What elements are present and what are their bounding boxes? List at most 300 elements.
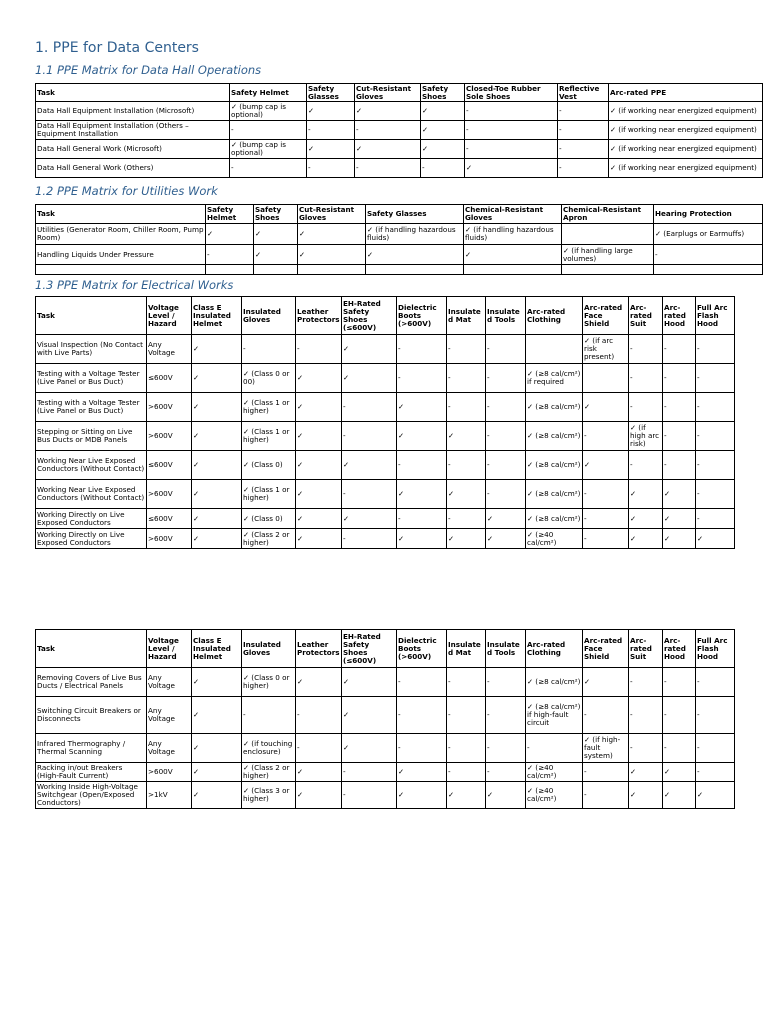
ppe-cell: -	[696, 697, 735, 734]
ppe-cell: -	[629, 393, 663, 422]
ppe-cell: ✓	[397, 393, 447, 422]
column-header: EH-Rated Safety Shoes (≤600V)	[342, 297, 397, 335]
ppe-cell: ✓ (Class 2 or higher)	[242, 529, 296, 549]
column-header: Hearing Protection	[654, 205, 763, 224]
ppe-cell: -	[583, 529, 629, 549]
column-header: Safety Shoes	[421, 84, 465, 102]
ppe-cell: ✓ (≥8 cal/cm²) if required	[526, 364, 583, 393]
task-cell: Working Directly on Live Exposed Conductors	[36, 509, 147, 529]
column-header: Safety Helmet	[230, 84, 307, 102]
column-header: Safety Glasses	[307, 84, 355, 102]
ppe-cell: -	[342, 782, 397, 809]
ppe-cell: ✓	[696, 782, 735, 809]
task-cell: Working Near Live Exposed Conductors (Without Contact)	[36, 451, 147, 480]
column-header: Cut-Resistant Gloves	[298, 205, 366, 224]
column-header: Arc-rated Clothing	[526, 630, 583, 668]
ppe-cell: ✓	[421, 140, 465, 159]
ppe-cell: ✓	[342, 335, 397, 364]
table-row	[36, 422, 735, 451]
ppe-cell: -	[342, 763, 397, 782]
ppe-cell: -	[663, 393, 696, 422]
table-row	[36, 364, 735, 393]
ppe-cell: >1kV	[147, 782, 192, 809]
ppe-cell: -	[696, 451, 735, 480]
ppe-cell: ✓	[663, 782, 696, 809]
ppe-cell: -	[486, 734, 526, 763]
ppe-cell: ✓	[629, 529, 663, 549]
ppe-cell: -	[486, 763, 526, 782]
ppe-cell: -	[583, 422, 629, 451]
ppe-cell: -	[486, 422, 526, 451]
column-header: Leather Protectors	[296, 630, 342, 668]
ppe-cell: -	[397, 734, 447, 763]
task-cell: Working Near Live Exposed Conductors (Without Contact)	[36, 480, 147, 509]
column-header: Arc-rated Suit	[629, 630, 663, 668]
column-header: Dielectric Boots (>600V)	[397, 297, 447, 335]
ppe-cell: ✓	[486, 782, 526, 809]
ppe-cell: ✓ (if high-fault system)	[583, 734, 629, 763]
ppe-cell: -	[342, 480, 397, 509]
ppe-cell: ✓	[296, 364, 342, 393]
ppe-cell	[206, 265, 254, 275]
ppe-cell: ✓	[397, 763, 447, 782]
ppe-cell	[366, 265, 464, 275]
table-row	[36, 121, 763, 140]
ppe-cell	[583, 364, 629, 393]
ppe-cell: -	[397, 668, 447, 697]
ppe-cell: -	[296, 697, 342, 734]
ppe-cell: ✓ (Class 0 or higher)	[242, 668, 296, 697]
ppe-cell	[526, 335, 583, 364]
ppe-cell: -	[355, 121, 421, 140]
table-row	[36, 734, 735, 763]
table-header-row	[36, 84, 763, 102]
ppe-cell: ✓ (Class 3 or higher)	[242, 782, 296, 809]
column-header: Insulated Mat	[447, 630, 486, 668]
ppe-cell: -	[307, 159, 355, 178]
column-header: Task	[36, 84, 230, 102]
ppe-cell: ≤600V	[147, 509, 192, 529]
ppe-cell: ✓	[629, 509, 663, 529]
ppe-cell: ✓	[296, 668, 342, 697]
ppe-cell: ✓	[366, 245, 464, 265]
ppe-cell: ✓	[663, 763, 696, 782]
ppe-cell	[464, 265, 562, 275]
ppe-cell: ✓ (if handling hazardous fluids)	[464, 224, 562, 245]
task-cell: Data Hall General Work (Microsoft)	[36, 140, 230, 159]
ppe-cell: ✓ (≥8 cal/cm²)	[526, 422, 583, 451]
ppe-cell: ✓	[307, 140, 355, 159]
ppe-cell: -	[230, 121, 307, 140]
ppe-cell: ✓	[192, 734, 242, 763]
ppe-cell: ✓ (if handling hazardous fluids)	[366, 224, 464, 245]
ppe-cell: -	[663, 451, 696, 480]
table-row	[36, 451, 735, 480]
ppe-table-electrical	[35, 296, 735, 549]
ppe-cell: ✓	[465, 159, 558, 178]
section-title-utilities: 1.2 PPE Matrix for Utilities Work	[35, 184, 218, 198]
ppe-cell: -	[663, 697, 696, 734]
ppe-cell: ✓	[397, 480, 447, 509]
task-cell: Racking in/out Breakers (High-Fault Current)	[36, 763, 147, 782]
ppe-cell: ✓	[192, 422, 242, 451]
ppe-cell: -	[663, 364, 696, 393]
column-header: Arc-rated Hood	[663, 297, 696, 335]
ppe-cell: ✓	[342, 697, 397, 734]
ppe-cell: -	[486, 335, 526, 364]
task-cell: Testing with a Voltage Tester (Live Panel or Bus Duct)	[36, 393, 147, 422]
ppe-cell: ✓	[296, 480, 342, 509]
column-header: Arc-rated Face Shield	[583, 297, 629, 335]
ppe-cell: ✓ (≥8 cal/cm²)	[526, 393, 583, 422]
column-header: Chemical-Resistant Gloves	[464, 205, 562, 224]
ppe-cell: >600V	[147, 763, 192, 782]
ppe-cell: ✓	[342, 734, 397, 763]
task-cell: Working Directly on Live Exposed Conductors	[36, 529, 147, 549]
ppe-cell: ✓	[421, 121, 465, 140]
ppe-cell: -	[296, 335, 342, 364]
task-cell: Stepping or Sitting on Live Bus Ducts or MDB Panels	[36, 422, 147, 451]
ppe-cell: -	[397, 335, 447, 364]
column-header: Class E Insulated Helmet	[192, 297, 242, 335]
ppe-cell: ✓	[206, 224, 254, 245]
ppe-cell: ✓	[421, 102, 465, 121]
ppe-cell: >600V	[147, 422, 192, 451]
table-header-row	[36, 205, 763, 224]
ppe-cell: ✓	[254, 224, 298, 245]
ppe-cell: >600V	[147, 393, 192, 422]
ppe-cell: ✓ (≥8 cal/cm²)	[526, 451, 583, 480]
ppe-cell: ✓	[192, 451, 242, 480]
ppe-cell: -	[629, 335, 663, 364]
ppe-cell: ✓	[583, 393, 629, 422]
ppe-cell: ✓	[629, 480, 663, 509]
ppe-cell: Any Voltage	[147, 668, 192, 697]
task-cell: Visual Inspection (No Contact with Live Parts)	[36, 335, 147, 364]
ppe-cell: ✓ (if working near energized equipment)	[609, 102, 763, 121]
ppe-cell: -	[629, 734, 663, 763]
ppe-cell: ✓	[192, 782, 242, 809]
ppe-cell: -	[465, 140, 558, 159]
column-header: Voltage Level / Hazard	[147, 297, 192, 335]
ppe-cell: -	[526, 734, 583, 763]
task-cell: Switching Circuit Breakers or Disconnects	[36, 697, 147, 734]
ppe-cell: ✓	[583, 668, 629, 697]
table-row	[36, 509, 735, 529]
section-title-data-hall: 1.1 PPE Matrix for Data Hall Operations	[35, 63, 262, 77]
ppe-cell: -	[486, 697, 526, 734]
ppe-cell: -	[583, 763, 629, 782]
ppe-cell: -	[342, 529, 397, 549]
ppe-cell: ✓	[296, 529, 342, 549]
ppe-cell: ✓ (Class 1 or higher)	[242, 422, 296, 451]
ppe-cell: ✓	[192, 393, 242, 422]
column-header: Safety Shoes	[254, 205, 298, 224]
ppe-cell: ✓	[447, 422, 486, 451]
column-header: Task	[36, 205, 206, 224]
table-row	[36, 245, 763, 265]
ppe-cell: -	[663, 335, 696, 364]
ppe-cell: -	[355, 159, 421, 178]
column-header: Chemical-Resistant Apron	[562, 205, 654, 224]
ppe-cell: ✓ (bump cap is optional)	[230, 102, 307, 121]
ppe-cell: -	[696, 668, 735, 697]
ppe-cell: -	[206, 245, 254, 265]
ppe-cell: ✓	[192, 509, 242, 529]
ppe-cell: -	[663, 734, 696, 763]
column-header: Voltage Level / Hazard	[147, 630, 192, 668]
ppe-cell: ✓	[583, 451, 629, 480]
ppe-cell: ✓ (≥8 cal/cm²)	[526, 509, 583, 529]
ppe-cell: ✓	[192, 364, 242, 393]
ppe-cell: -	[296, 734, 342, 763]
column-header: Full Arc Flash Hood	[696, 297, 735, 335]
table-row	[36, 393, 735, 422]
ppe-cell: ✓ (≥40 cal/cm²)	[526, 782, 583, 809]
ppe-cell: ✓	[397, 782, 447, 809]
table-row	[36, 224, 763, 245]
ppe-cell: -	[486, 364, 526, 393]
column-header: Reflective Vest	[558, 84, 609, 102]
ppe-cell: -	[307, 121, 355, 140]
ppe-cell: -	[447, 697, 486, 734]
table-row	[36, 529, 735, 549]
ppe-cell: ✓	[307, 102, 355, 121]
ppe-cell: ✓ (≥8 cal/cm²)	[526, 668, 583, 697]
ppe-cell: -	[583, 480, 629, 509]
column-header: Cut-Resistant Gloves	[355, 84, 421, 102]
ppe-cell: ✓ (Class 1 or higher)	[242, 480, 296, 509]
ppe-cell: ✓	[663, 529, 696, 549]
ppe-cell: ✓	[447, 529, 486, 549]
ppe-cell: -	[583, 509, 629, 529]
ppe-cell: Any Voltage	[147, 335, 192, 364]
column-header: Closed-Toe Rubber Sole Shoes	[465, 84, 558, 102]
ppe-cell	[654, 265, 763, 275]
ppe-cell: -	[486, 480, 526, 509]
ppe-cell: -	[397, 509, 447, 529]
ppe-cell: ✓	[192, 529, 242, 549]
ppe-cell: ✓ (bump cap is optional)	[230, 140, 307, 159]
ppe-cell: ✓	[629, 782, 663, 809]
table-row	[36, 763, 735, 782]
ppe-cell: -	[583, 697, 629, 734]
table-row	[36, 668, 735, 697]
page-title: 1. PPE for Data Centers	[35, 40, 199, 56]
task-cell: Data Hall Equipment Installation (Others – Equipment Installation	[36, 121, 230, 140]
ppe-cell: Any Voltage	[147, 697, 192, 734]
ppe-cell: -	[242, 335, 296, 364]
ppe-cell: -	[447, 763, 486, 782]
ppe-cell: -	[397, 451, 447, 480]
ppe-cell: >600V	[147, 480, 192, 509]
table-header-row	[36, 297, 735, 335]
ppe-cell	[562, 265, 654, 275]
ppe-cell: -	[654, 245, 763, 265]
column-header: Arc-rated Suit	[629, 297, 663, 335]
column-header: Dielectric Boots (>600V)	[397, 630, 447, 668]
ppe-cell: ✓	[342, 509, 397, 529]
ppe-cell: ✓ (≥40 cal/cm²)	[526, 763, 583, 782]
ppe-cell: ✓ (Class 2 or higher)	[242, 763, 296, 782]
ppe-cell: ✓	[296, 451, 342, 480]
ppe-cell: ✓	[296, 422, 342, 451]
ppe-cell: -	[558, 140, 609, 159]
ppe-table-electrical-continued	[35, 629, 735, 809]
ppe-cell: -	[696, 422, 735, 451]
ppe-cell: ✓	[355, 140, 421, 159]
ppe-cell: ≤600V	[147, 451, 192, 480]
column-header: Task	[36, 630, 147, 668]
ppe-cell: ✓	[355, 102, 421, 121]
ppe-cell: -	[342, 422, 397, 451]
ppe-cell: ✓	[447, 782, 486, 809]
ppe-cell: -	[486, 668, 526, 697]
ppe-cell: -	[629, 364, 663, 393]
task-cell: Infrared Thermography / Thermal Scanning	[36, 734, 147, 763]
ppe-cell: ✓	[298, 245, 366, 265]
task-cell	[36, 265, 206, 275]
task-cell: Utilities (Generator Room, Chiller Room, Pump Room)	[36, 224, 206, 245]
ppe-cell: -	[583, 782, 629, 809]
ppe-cell: ✓	[486, 529, 526, 549]
ppe-cell: ✓ (Class 0)	[242, 509, 296, 529]
ppe-cell: -	[629, 697, 663, 734]
column-header: Arc-rated PPE	[609, 84, 763, 102]
ppe-cell: -	[230, 159, 307, 178]
ppe-cell: -	[447, 364, 486, 393]
ppe-cell: ✓	[192, 697, 242, 734]
ppe-cell: -	[696, 763, 735, 782]
ppe-cell	[298, 265, 366, 275]
ppe-cell: ✓ (if high arc risk)	[629, 422, 663, 451]
ppe-cell: -	[663, 668, 696, 697]
ppe-cell: ✓	[192, 763, 242, 782]
ppe-cell: -	[558, 102, 609, 121]
ppe-cell: -	[663, 422, 696, 451]
ppe-cell: -	[421, 159, 465, 178]
ppe-cell: ✓	[663, 480, 696, 509]
ppe-cell: ✓	[397, 529, 447, 549]
section-title-electrical: 1.3 PPE Matrix for Electrical Works	[35, 278, 234, 292]
ppe-cell: ✓ (if arc risk present)	[583, 335, 629, 364]
ppe-cell: ✓ (if working near energized equipment)	[609, 121, 763, 140]
ppe-cell: -	[629, 451, 663, 480]
column-header: Insulated Mat	[447, 297, 486, 335]
ppe-cell: ✓	[296, 763, 342, 782]
ppe-cell: ✓	[254, 245, 298, 265]
ppe-table-utilities	[35, 204, 763, 275]
ppe-cell: >600V	[147, 529, 192, 549]
ppe-cell: ✓ (≥8 cal/cm²)	[526, 480, 583, 509]
ppe-cell: ✓ (Class 0)	[242, 451, 296, 480]
ppe-cell: -	[465, 121, 558, 140]
ppe-cell: ✓	[192, 668, 242, 697]
ppe-cell: ✓	[342, 364, 397, 393]
ppe-cell: -	[629, 668, 663, 697]
ppe-cell: ✓	[464, 245, 562, 265]
column-header: Class E Insulated Helmet	[192, 630, 242, 668]
ppe-cell: -	[696, 393, 735, 422]
table-row	[36, 782, 735, 809]
task-cell: Testing with a Voltage Tester (Live Panel or Bus Duct)	[36, 364, 147, 393]
ppe-cell: -	[397, 697, 447, 734]
ppe-cell: -	[696, 734, 735, 763]
ppe-cell: ✓ (≥8 cal/cm²) if high-fault circuit	[526, 697, 583, 734]
ppe-cell: -	[447, 734, 486, 763]
ppe-cell: ✓ (if working near energized equipment)	[609, 140, 763, 159]
ppe-cell: ✓	[192, 480, 242, 509]
column-header: EH-Rated Safety Shoes (≤600V)	[342, 630, 397, 668]
column-header: Insulated Gloves	[242, 297, 296, 335]
ppe-cell: ✓	[296, 393, 342, 422]
column-header: Task	[36, 297, 147, 335]
ppe-cell: -	[486, 451, 526, 480]
ppe-cell: -	[447, 668, 486, 697]
column-header: Safety Glasses	[366, 205, 464, 224]
task-cell: Handling Liquids Under Pressure	[36, 245, 206, 265]
ppe-table-data-hall	[35, 83, 763, 178]
column-header: Full Arc Flash Hood	[696, 630, 735, 668]
ppe-cell: ✓	[342, 668, 397, 697]
ppe-cell: ✓ (Class 0 or 00)	[242, 364, 296, 393]
ppe-cell: ✓	[397, 422, 447, 451]
ppe-cell: -	[696, 509, 735, 529]
ppe-cell: ✓ (if working near energized equipment)	[609, 159, 763, 178]
ppe-cell: ✓ (if handling large volumes)	[562, 245, 654, 265]
ppe-cell: -	[486, 393, 526, 422]
column-header: Insulated Tools	[486, 297, 526, 335]
table-header-row	[36, 630, 735, 668]
ppe-cell: -	[447, 451, 486, 480]
column-header: Arc-rated Clothing	[526, 297, 583, 335]
ppe-cell: ✓	[663, 509, 696, 529]
ppe-cell: ✓	[296, 782, 342, 809]
column-header: Safety Helmet	[206, 205, 254, 224]
ppe-cell: ✓	[342, 451, 397, 480]
table-row	[36, 697, 735, 734]
ppe-cell: -	[465, 102, 558, 121]
task-cell: Removing Covers of Live Bus Ducts / Electrical Panels	[36, 668, 147, 697]
ppe-cell: ✓	[629, 763, 663, 782]
column-header: Insulated Gloves	[242, 630, 296, 668]
ppe-cell: -	[242, 697, 296, 734]
ppe-cell: -	[447, 509, 486, 529]
column-header: Insulated Tools	[486, 630, 526, 668]
task-cell: Data Hall General Work (Others)	[36, 159, 230, 178]
column-header: Arc-rated Face Shield	[583, 630, 629, 668]
column-header: Arc-rated Hood	[663, 630, 696, 668]
ppe-cell	[254, 265, 298, 275]
ppe-cell: -	[342, 393, 397, 422]
ppe-cell: ✓	[447, 480, 486, 509]
table-row	[36, 265, 763, 275]
table-row	[36, 140, 763, 159]
ppe-cell: Any Voltage	[147, 734, 192, 763]
ppe-cell: -	[447, 393, 486, 422]
ppe-cell: -	[696, 480, 735, 509]
ppe-cell: -	[397, 364, 447, 393]
task-cell: Working Inside High-Voltage Switchgear (Open/Exposed Conductors)	[36, 782, 147, 809]
table-row	[36, 102, 763, 121]
ppe-cell: ✓	[298, 224, 366, 245]
ppe-cell: ✓	[696, 529, 735, 549]
task-cell: Data Hall Equipment Installation (Microsoft)	[36, 102, 230, 121]
ppe-cell: ✓	[486, 509, 526, 529]
ppe-cell: -	[696, 364, 735, 393]
ppe-cell: ✓ (if touching enclosure)	[242, 734, 296, 763]
ppe-cell: ✓ (Class 1 or higher)	[242, 393, 296, 422]
